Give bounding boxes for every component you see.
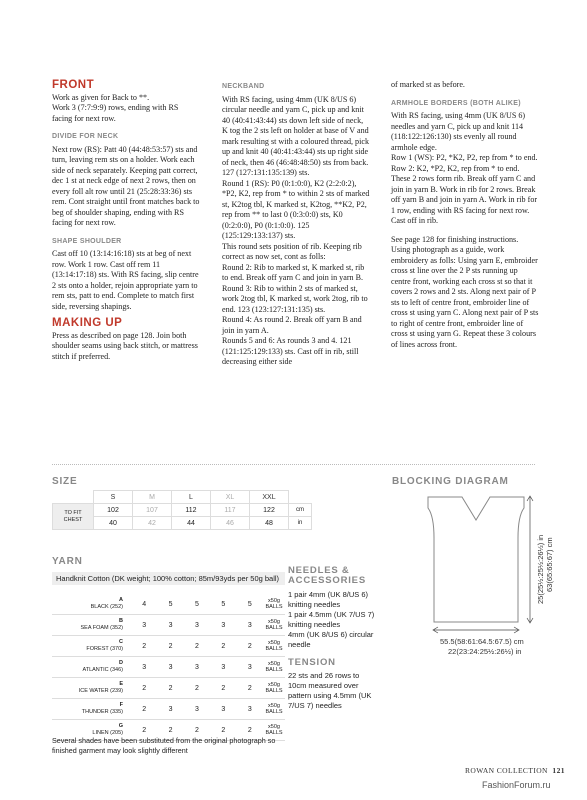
yarn-title: YARN (52, 556, 83, 567)
yarn-letter: C (119, 639, 123, 645)
front-intro-2: Work 3 (7:7:9:9) rows, ending with RS facing for next row. (52, 103, 179, 123)
size-header: XL (211, 491, 250, 504)
size-cm: 112 (172, 504, 211, 517)
shoulder-text: Cast off 10 (13:14:16:18) sts at beg of next row. Work 1 row. Cast off rem 11 (13:14:17:18) sts. With RS facing, slip centre 2 sts onto a holder, rejoin appropriate yarn to rem sts, patt to end. Complete to match first side, reversing shapings. (52, 249, 199, 311)
yarn-quantity: 2 (131, 699, 157, 720)
yarn-unit: x50g BALLS (263, 657, 285, 678)
neckband-p1: With RS facing, using 4mm (UK 8/US 6) circular needle and yarn C, pick up and knit 40 (40:41:43:44) sts down left side of neck, K tog the 2 sts left on holder at base of V and mark resulting st with a coloured thread, pick up and knit 40 (40:41:43:44) sts up right side of neck, then 46 (46:48:48:50) sts from back. 127 (127:131:135:139) sts. (222, 94, 369, 177)
yarn-letter: G (118, 723, 123, 729)
length-in-label: 25(25½:25½:26½) in (536, 534, 545, 604)
neckband-p5: Round 3: Rib to within 2 sts of marked st, work 2tog tbl, K marked st, work 2tog, rib to end. 123 (123:127:131:135) sts. (222, 283, 368, 314)
neckband-p2: Round 1 (RS): P0 (0:1:0:0), K2 (2:2:0:2), *P2, K2, rep from * to within 2 sts of marked st, K2tog tbl, K marked st, K2tog, **K2, P2, rep from ** to last 0 (0:3:0:0) sts, K0 (0:2:0:0), P0 (0:1:0:0). 125 (125:129:133:137) sts. (222, 178, 370, 240)
yarn-shade (52, 636, 131, 657)
yarn-unit: x50g BALLS (263, 699, 285, 720)
yarn-name: FOREST (370) (86, 646, 123, 652)
size-in: 40 (94, 517, 133, 530)
yarn-name: THUNDER (335) (81, 709, 123, 715)
yarn-name: ATLANTIC (346) (82, 667, 123, 673)
watermark: FashionForum.ru (482, 780, 551, 790)
neckband-p6: Round 4: As round 2. Break off yarn B and join in yarn A. (222, 315, 362, 335)
size-header: L (172, 491, 211, 504)
needles-title: NEEDLES & ACCESSORIES (288, 565, 366, 586)
needle-item: 1 pair 4.5mm (UK 7/US 7) knitting needles (288, 610, 375, 629)
unit-cm: cm (289, 504, 312, 517)
yarn-quantity: 2 (157, 678, 183, 699)
yarn-quantity: 3 (131, 615, 157, 636)
yarn-quantity: 5 (157, 594, 183, 615)
yarn-letter: B (119, 618, 123, 624)
size-header: M (133, 491, 172, 504)
yarn-quantity: 2 (157, 636, 183, 657)
yarn-row (52, 594, 285, 615)
needles-block (288, 566, 378, 711)
needle-item: 1 pair 4mm (UK 8/US 6) knitting needles (288, 590, 369, 609)
front-column (52, 80, 200, 362)
length-cm-label: 63(65:65:67) cm (545, 537, 554, 592)
yarn-quantity: 2 (157, 720, 183, 741)
size-title: SIZE (52, 476, 78, 487)
yarn-quantity: 5 (184, 594, 210, 615)
neckband-p7: Rounds 5 and 6: As rounds 3 and 4. 121 (121:125:129:133) sts. Cast off in rib, still decreasing either side (222, 336, 359, 366)
collection-name: ROWAN COLLECTION (465, 766, 548, 775)
yarn-table (52, 594, 285, 741)
yarn-quantity: 2 (237, 720, 263, 741)
size-in: 42 (133, 517, 172, 530)
page-number: 121 (552, 766, 565, 775)
yarn-quantity: 2 (131, 678, 157, 699)
neckband-p4: Round 2: Rib to marked st, K marked st, rib to end. Break off yarn C and join in yarn B. (222, 262, 365, 282)
yarn-quantity: 3 (210, 657, 236, 678)
armhole-column (391, 80, 539, 350)
front-title: FRONT (52, 79, 95, 91)
yarn-quantity: 2 (184, 636, 210, 657)
yarn-unit: x50g BALLS (263, 720, 285, 741)
yarn-unit: x50g BALLS (263, 594, 285, 615)
size-table (52, 490, 312, 530)
unit-in: in (289, 517, 312, 530)
width-cm-label: 55.5(58:61:64.5:67.5) cm (440, 637, 524, 646)
yarn-letter: A (119, 597, 123, 603)
yarn-quantity: 2 (210, 636, 236, 657)
yarn-letter: E (119, 681, 123, 687)
yarn-quantity: 2 (237, 636, 263, 657)
yarn-name: SEA FOAM (352) (80, 625, 123, 631)
yarn-quantity: 2 (237, 678, 263, 699)
folio (465, 766, 565, 775)
yarn-name: LINEN (205) (92, 730, 123, 736)
yarn-quantity: 2 (210, 678, 236, 699)
yarn-quantity: 2 (184, 678, 210, 699)
yarn-name: BLACK (252) (90, 604, 123, 610)
blocking-diagram (390, 494, 550, 654)
yarn-row (52, 657, 285, 678)
making-up-text: Press as described on page 128. Join both shoulder seams using back stitch, or mattress stitch if preferred. (52, 330, 198, 361)
yarn-letter: D (119, 660, 123, 666)
making-up-title: MAKING UP (52, 317, 123, 329)
yarn-quantity: 3 (237, 699, 263, 720)
tension-title: TENSION (288, 657, 336, 668)
needle-item: 4mm (UK 8/US 6) circular needle (288, 630, 374, 649)
size-in: 44 (172, 517, 211, 530)
yarn-letter: F (119, 702, 123, 708)
size-in: 48 (250, 517, 289, 530)
size-cm: 122 (250, 504, 289, 517)
front-intro: Work as given for Back to **. (52, 92, 150, 102)
neckband-column (222, 80, 370, 368)
divide-text: Next row (RS): Patt 40 (44:48:53:57) sts and turn, leaving rem sts on a holder. Work each side of neck separately. Keeping patt correct, dec 1 st at neck edge of next 2 rows, then on every foll alt row until 21 (25:28:33:36) sts rem. Cont straight until front matches back to beg of shoulder shaping, ending with RS facing for next row. (52, 144, 200, 227)
yarn-shade (52, 657, 131, 678)
size-label: TO FIT CHEST (53, 504, 94, 530)
yarn-quantity: 5 (237, 594, 263, 615)
yarn-quantity: 3 (237, 615, 263, 636)
tension-text: 22 sts and 26 rows to 10cm measured over pattern using 4.5mm (UK 7/US 7) needles (288, 671, 372, 710)
yarn-header: Handknit Cotton (DK weight; 100% cotton; 85m/93yds per 50g ball) (52, 572, 285, 585)
finishing-text: See page 128 for finishing instructions. Using photograph as a guide, work embroidery as folls: Using yarn E, embroider cross st line over the 2 P sts running up centre front, working each cross st so that it covers 2 rows and 2 sts. Along next pair of P sts to left of centre front, embroider line of cross st using yarn C. Along next pair of P sts to right of centre front, embroider line of cross st using yarn G. Repeat these 3 colours of lines across front. (391, 234, 539, 349)
yarn-shade (52, 594, 131, 615)
yarn-name: ICE WATER (239) (78, 688, 123, 694)
shoulder-heading: SHAPE SHOULDER (52, 237, 122, 245)
yarn-quantity: 3 (237, 657, 263, 678)
yarn-quantity: 3 (131, 657, 157, 678)
yarn-quantity: 2 (131, 720, 157, 741)
yarn-shade (52, 699, 131, 720)
size-header: S (94, 491, 133, 504)
yarn-row (52, 699, 285, 720)
neckband-p3: This round sets position of rib. Keeping rib correct as now set, cont as folls: (222, 241, 362, 261)
neckband-continuation: of marked st as before. (391, 80, 465, 89)
size-cm: 102 (94, 504, 133, 517)
yarn-unit: x50g BALLS (263, 615, 285, 636)
neckband-heading: NECKBAND (222, 83, 265, 90)
yarn-quantity: 3 (157, 699, 183, 720)
size-cm: 107 (133, 504, 172, 517)
yarn-quantity: 3 (157, 615, 183, 636)
yarn-quantity: 2 (210, 720, 236, 741)
yarn-row (52, 678, 285, 699)
armhole-heading: ARMHOLE BORDERS (BOTH ALIKE) (391, 99, 521, 107)
yarn-unit: x50g BALLS (263, 636, 285, 657)
blocking-title: BLOCKING DIAGRAM (392, 476, 509, 487)
yarn-row (52, 615, 285, 636)
width-in-label: 22(23:24:25½:26½) in (448, 647, 522, 656)
section-divider (52, 464, 535, 465)
yarn-shade (52, 678, 131, 699)
yarn-shade (52, 615, 131, 636)
size-in: 46 (211, 517, 250, 530)
garment-outline (428, 497, 524, 622)
yarn-row (52, 636, 285, 657)
yarn-quantity: 2 (184, 720, 210, 741)
yarn-quantity: 3 (184, 699, 210, 720)
yarn-quantity: 4 (131, 594, 157, 615)
armhole-text: With RS facing, using 4mm (UK 8/US 6) needles and yarn C, pick up and knit 114 (118:122:126:130) sts evenly all round armhole edge. (391, 111, 526, 152)
yarn-quantity: 5 (210, 594, 236, 615)
yarn-quantity: 3 (210, 615, 236, 636)
yarn-unit: x50g BALLS (263, 678, 285, 699)
armhole-row1: Row 1 (WS): P2, *K2, P2, rep from * to end. (391, 153, 538, 162)
size-header: XXL (250, 491, 289, 504)
yarn-quantity: 3 (157, 657, 183, 678)
yarn-footnote: Several shades have been substituted from the original photograph so finished garment may look slightly different (52, 736, 276, 755)
armhole-row2: Row 2: K2, *P2, K2, rep from * to end. These 2 rows form rib. Break off yarn C and join in yarn B. Work in rib for 2 rows. Break off yarn B and join in yarn A. Work in rib for 1 row, ending with RS facing for next row. Cast off in rib. (391, 163, 538, 225)
yarn-quantity: 3 (210, 699, 236, 720)
size-cm: 117 (211, 504, 250, 517)
yarn-quantity: 2 (131, 636, 157, 657)
divide-heading: DIVIDE FOR NECK (52, 133, 119, 140)
yarn-quantity: 3 (184, 657, 210, 678)
yarn-quantity: 3 (184, 615, 210, 636)
